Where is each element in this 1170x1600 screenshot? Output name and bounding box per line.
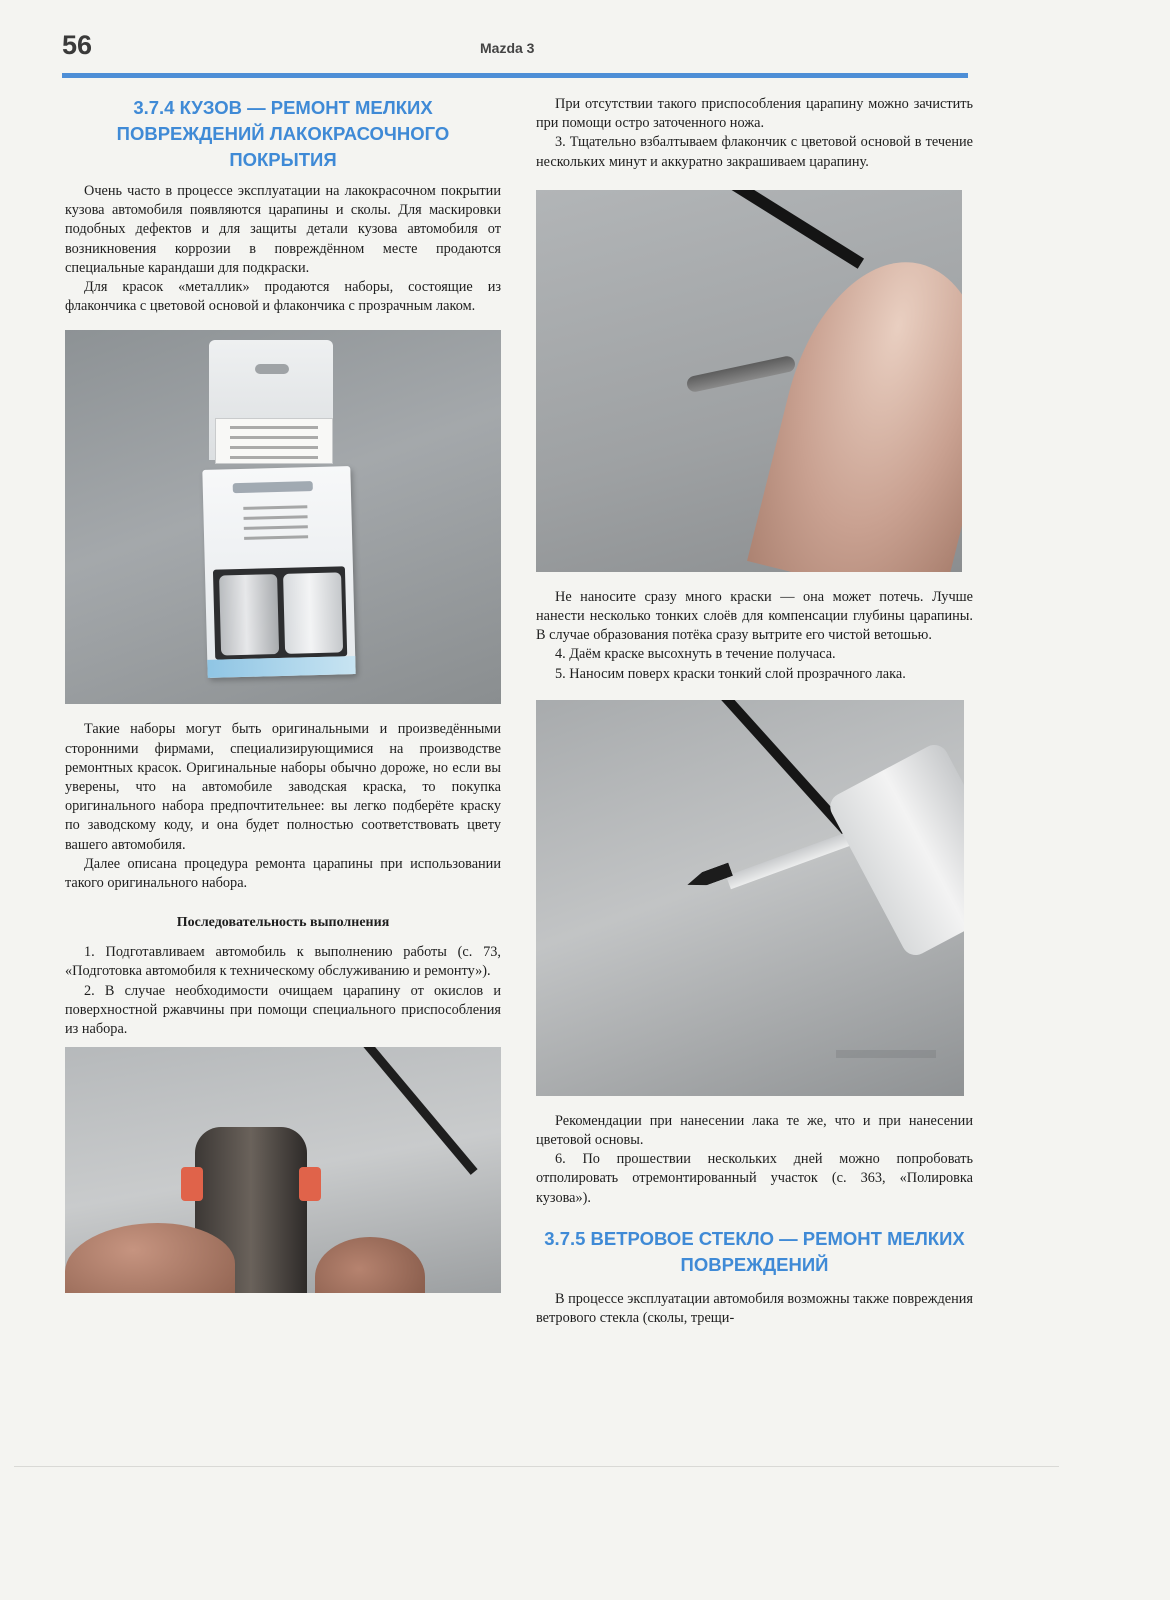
step-1: 1. Подготавливаем автомобиль к выполнению работы (с. 73, «Подготовка автомобиля к техническому обслуживанию и ремонту»). (65, 944, 501, 980)
mazda-logo-icon (233, 482, 313, 494)
paragraph-intro: Очень часто в процессе эксплуатации на лакокрасочном покрытии кузова автомобиля появляются царапины и сколы. Для маскировки подобных дефектов и для защиты детали кузова автомобиля от возникновения коррозии в повреждённом месте продаются специальные карандаши для подкраски. (65, 183, 501, 276)
sub-heading-sequence: Последовательность выполнения (176, 915, 390, 931)
page-number: 56 (62, 30, 93, 60)
header-rule (62, 73, 968, 78)
photo-applying-paint (536, 190, 962, 572)
paragraph-procedure: Далее описана процедура ремонта царапины при использовании такого оригинального набора. (65, 855, 501, 892)
step-4: 4. Даём краске высохнуть в течение получаса. (555, 646, 836, 663)
step-6: 6. По прошествии нескольких дней можно попробовать отполировать отремонтированный участок (с. 363, «Полировка кузова»). (536, 1151, 973, 1206)
clear-coat-bottle (283, 573, 343, 654)
note-thin-layers: Не наносите сразу много краски — она может потечь. Лучше нанести несколько тонких слоёв для компенсации глубины царапины. В случае образования потёка сразу вытрите его чистой ветошью. (536, 588, 973, 644)
step-2: 2. В случае необходимости очищаем царапину от окислов и поверхностной ржавчины при помощи специального приспособления из набора. (65, 982, 501, 1038)
page-bottom-edge (14, 1466, 1059, 1467)
paragraph-kits: Такие наборы могут быть оригинальными и произведёнными сторонними фирмами, специализирующимися на производстве ремонтных красок. Оригинальные наборы обычно дороже, но если вы уверены, что на автомобиле заводская краска, то покупка оригинального набора предпочтительнее: вы легко подберёте краску по заводскому коду, и она будет полностью соответствовать цвету вашего автомобиля. (65, 721, 501, 853)
paint-brush (686, 355, 797, 394)
note-lacquer: Рекомендации при нанесении лака те же, что и при нанесении цветовой основы. (536, 1112, 973, 1149)
photo-paint-kit (65, 330, 501, 704)
paragraph-windshield: В процессе эксплуатации автомобиля возможны также повреждения ветрового стекла (сколы, трещи- (536, 1290, 973, 1327)
left-column (65, 95, 501, 1293)
photo-applying-lacquer (536, 700, 964, 1096)
lacquer-brush-tip (685, 862, 733, 891)
right-column (536, 95, 973, 1328)
lacquer-bottle (825, 740, 964, 960)
paragraph-metallic: Для красок «металлик» продаются наборы, состоящие из флакончика с цветовой основой и флакончика с прозрачным лаком. (65, 279, 501, 315)
section-heading-3-7-4: 3.7.4 КУЗОВ — РЕМОНТ МЕЛКИХ ПОВРЕЖДЕНИЙ ЛАКОКРАСОЧНОГО ПОКРЫТИЯ (116, 97, 450, 170)
step-5: 5. Наносим поверх краски тонкий слой прозрачного лака. (555, 665, 906, 682)
photo-cleaning-tool (65, 1047, 501, 1293)
kit-label (215, 418, 333, 464)
section-heading-3-7-5: 3.7.5 ВЕТРОВОЕ СТЕКЛО — РЕМОНТ МЕЛКИХ ПОВРЕЖДЕНИЙ (544, 1227, 965, 1275)
running-title: Mazda 3 (480, 40, 535, 56)
paragraph-knife: При отсутствии такого приспособления царапину можно зачистить при помощи остро заточенного ножа. (536, 96, 973, 132)
base-color-bottle (219, 574, 279, 655)
kit-bottles (213, 567, 347, 660)
finger (747, 241, 962, 572)
kit-box (202, 467, 355, 679)
step-3: 3. Тщательно взбалтываем флакончик с цветовой основой в течение нескольких минут и аккуратно закрашиваем царапину. (536, 134, 973, 170)
